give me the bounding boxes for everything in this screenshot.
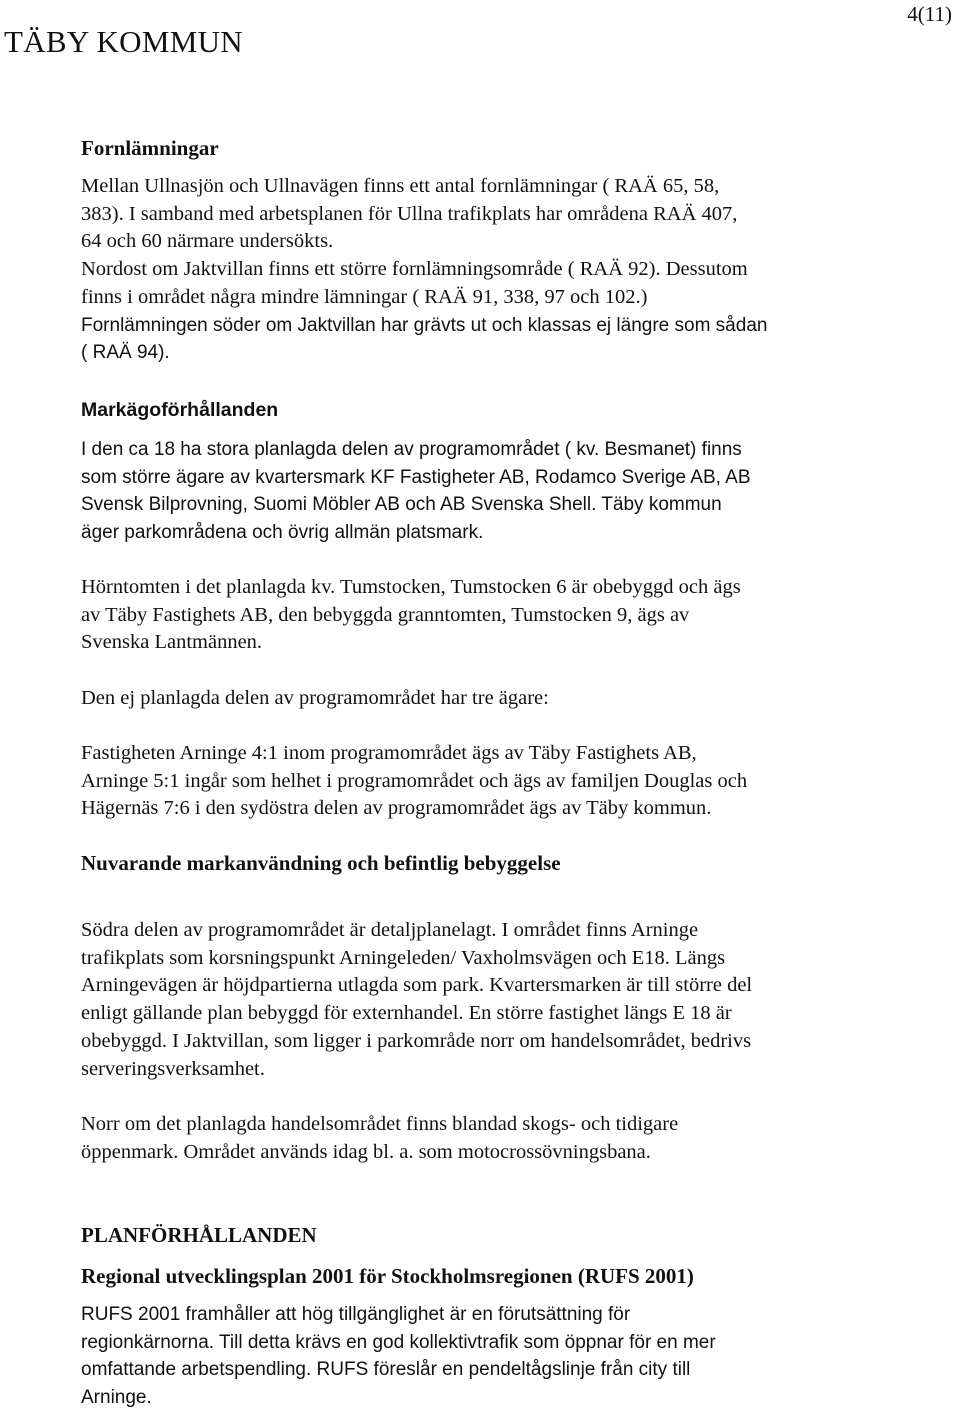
text-line: serveringsverksamhet.	[81, 1057, 265, 1080]
text-line: Fornlämningen söder om Jaktvillan har grävts ut och klassas ej längre som sådan	[81, 314, 768, 336]
fornlamningar-paragraph	[81, 173, 941, 367]
text-line: omfattande arbetspendling. RUFS föreslår en pendeltågslinje från city till	[81, 1359, 691, 1381]
markagoforhallanden-paragraph-2	[81, 574, 941, 657]
text-line: Hörntomten i det planlagda kv. Tumstocken, Tumstocken 6 är obebyggd och ägs	[81, 576, 741, 598]
text-line: Svenska Lantmännen.	[81, 631, 263, 654]
heading-markagoforhallanden: Markägoförhållanden	[81, 399, 279, 421]
text-line: öppenmark. Området används idag bl. a. som motocrossövningsbana.	[81, 1140, 651, 1163]
text-line: I den ca 18 ha stora planlagda delen av programområdet ( kv. Besmanet) finns	[81, 439, 742, 460]
text-line: äger parkområdena och övrig allmän platsmark.	[81, 522, 484, 544]
markanvandning-paragraph-1	[81, 917, 941, 1083]
text-line: Södra delen av programområdet är detaljplanelagt. I området finns Arninge	[81, 919, 699, 941]
text-line: enligt gällande plan bebyggd för externhandel. En större fastighet längs E 18 är	[81, 1002, 732, 1025]
page-header-title: TÄBY KOMMUN	[4, 24, 243, 59]
text-line: av Täby Fastighets AB, den bebyggda granntomten, Tumstocken 9, ägs av	[81, 603, 690, 626]
text-line: Arninge 5:1 ingår som helhet i programområdet och ägs av familjen Douglas och	[81, 769, 748, 792]
subheading-rufs-2001: Regional utvecklingsplan 2001 för Stockholmsregionen (RUFS 2001)	[81, 1264, 694, 1288]
markanvandning-paragraph-2	[81, 1111, 941, 1166]
markagoforhallanden-paragraph-1	[81, 436, 941, 547]
text-line: ( RAÄ 94).	[81, 342, 170, 364]
text-line: 64 och 60 närmare undersökts.	[81, 230, 334, 253]
text-line: finns i området några mindre lämningar ( RAÄ 91, 338, 97 och 102.)	[81, 285, 648, 308]
heading-planforhallanden: PLANFÖRHÅLLANDEN	[81, 1223, 317, 1247]
text-line: 383). I samband med arbetsplanen för Ullna trafikplats har områdena RAÄ 407,	[81, 202, 738, 225]
planforhallanden-paragraph-1	[81, 1301, 941, 1412]
heading-fornlamningar: Fornlämningar	[81, 136, 219, 160]
text-line: Hägernäs 7:6 i den sydöstra delen av programområdet ägs av Täby kommun.	[81, 797, 712, 820]
text-line: obebyggd. I Jaktvillan, som ligger i parkområde norr om handelsområdet, bedrivs	[81, 1029, 752, 1052]
page-number: 4(11)	[907, 2, 952, 26]
text-line: Den ej planlagda delen av programområdet har tre ägare:	[81, 687, 549, 709]
markagoforhallanden-paragraph-4	[81, 740, 941, 823]
text-line: Arningevägen är höjdpartierna utlagda som park. Kvartersmarken är till större del	[81, 974, 753, 997]
text-line: Arninge.	[81, 1387, 152, 1409]
text-line: Svensk Bilprovning, Suomi Möbler AB och AB Svenska Shell. Täby kommun	[81, 494, 722, 516]
text-line: RUFS 2001 framhåller att hög tillgänglighet är en förutsättning för	[81, 1304, 631, 1325]
text-line: Norr om det planlagda handelsområdet finns blandad skogs- och tidigare	[81, 1113, 679, 1135]
text-line: Fastigheten Arninge 4:1 inom programområdet ägs av Täby Fastighets AB,	[81, 742, 697, 764]
text-line: Nordost om Jaktvillan finns ett större fornlämningsområde ( RAÄ 92). Dessutom	[81, 258, 748, 281]
text-line: Mellan Ullnasjön och Ullnavägen finns ett antal fornlämningar ( RAÄ 65, 58,	[81, 175, 720, 197]
text-line: trafikplats som korsningspunkt Arningeleden/ Vaxholmsvägen och E18. Längs	[81, 946, 726, 969]
markagoforhallanden-paragraph-3	[81, 685, 941, 713]
text-line: som större ägare av kvartersmark KF Fastigheter AB, Rodamco Sverige AB, AB	[81, 466, 751, 488]
text-line: regionkärnorna. Till detta krävs en god kollektivtrafik som öppnar för en mer	[81, 1331, 716, 1353]
heading-markanvandning: Nuvarande markanvändning och befintlig bebyggelse	[81, 851, 561, 875]
